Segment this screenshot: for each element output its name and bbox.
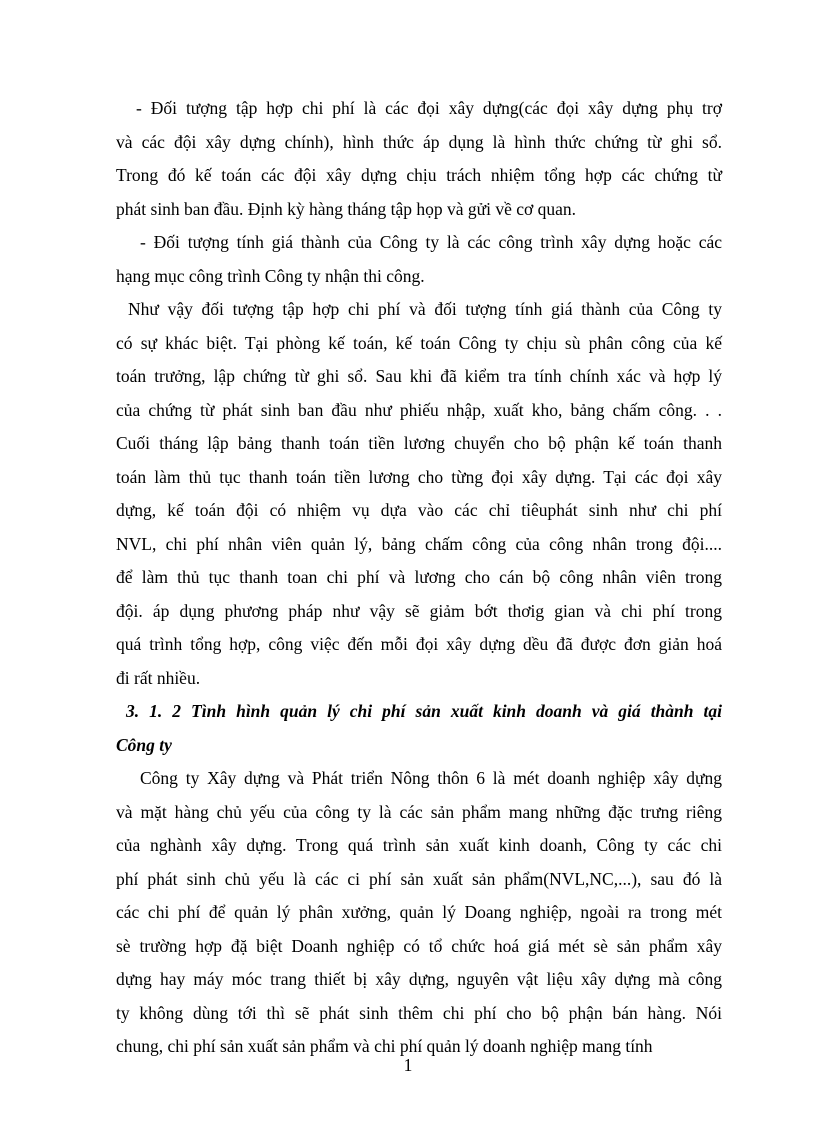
- text-line: của chứng từ phát sinh ban đầu như phiếu nhập, xuất kho, bảng chấm công. . .: [116, 399, 722, 420]
- text-line: phát sinh ban đầu. Định kỳ hàng tháng tập họp và gửi về cơ quan.: [116, 198, 577, 219]
- text-line: quá trình tổng hợp, công việc đến mỗi đọi xây dựng dều đã được đơn giản hoá: [116, 634, 722, 654]
- paragraph-costing-object: [116, 226, 722, 293]
- text-line: đi rất nhiều.: [116, 667, 201, 688]
- text-line: và mặt hàng chủ yếu của công ty là các sản phẩm mang những đặc trưng riêng: [116, 801, 722, 822]
- paragraph-accounting-process: [116, 293, 722, 695]
- text-line: chung, chi phí sản xuất sản phẩm và chi phí quản lý doanh nghiệp mang tính: [116, 1036, 653, 1056]
- text-line: Cuối tháng lập bảng thanh toán tiền lương chuyển cho bộ phận kế toán thanh: [116, 433, 722, 453]
- text-line: toán trưởng, lập chứng từ ghi sổ. Sau khi đã kiểm tra tính chính xác và hợp lý: [116, 366, 722, 386]
- text-line: Công ty Xây dựng và Phát triển Nông thôn 6 là mét doanh nghiệp xây dựng: [140, 768, 722, 788]
- text-line: Như vậy đối tượng tập hợp chi phí và đối tượng tính giá thành của Công ty: [128, 299, 722, 319]
- text-line: toán làm thủ tục thanh toán tiền lương cho từng đọi xây dựng. Tại các đọi xây: [116, 466, 722, 487]
- text-line: dựng, kế toán đội có nhiệm vụ dựa vào các chỉ tiêuphát sinh như chi phí: [116, 500, 722, 520]
- text-line: hạng mục công trình Công ty nhận thi công.: [116, 265, 425, 286]
- text-line: các chi phí để quản lý phân xưởng, quản lý Doang nghiệp, ngoài ra trong mét: [116, 902, 722, 922]
- paragraph-company-overview: [116, 762, 722, 1064]
- text-line: phí phát sinh chủ yếu là các ci phí sản xuất sản phẩm(NVL,NC,...), sau đó là: [116, 868, 722, 889]
- text-line: có sự khác biệt. Tại phòng kế toán, kế toán Công ty chịu sù phân công của kế: [116, 332, 722, 353]
- text-line: Trong đó kế toán các đội xây dựng chịu trách nhiệm tổng hợp các chứng từ: [116, 165, 722, 185]
- text-line: sè trường hợp đặ biệt Doanh nghiệp có tổ chức hoá giá mét sè sản phẩm xây: [116, 935, 722, 956]
- text-line: và các đội xây dựng chính), hình thức áp dụng là hình thức chứng từ ghi sổ.: [116, 131, 722, 152]
- paragraph-cost-object: [116, 92, 722, 226]
- text-line: ty không dùng tới thì sẽ phát sinh thêm chi phí cho bộ phận bán hàng. Nói: [116, 1002, 722, 1023]
- page-number: 1: [403, 1055, 413, 1075]
- text-line: - Đối tượng tính giá thành của Công ty là các công trình xây dựng hoặc các: [140, 232, 722, 252]
- text-line: đội. áp dụng phương pháp như vậy sẽ giảm bớt thơig gian và chi phí trong: [116, 600, 722, 621]
- document-body: [116, 92, 722, 1064]
- section-heading: [116, 695, 722, 762]
- text-line: dựng hay máy móc trang thiết bị xây dựng, nguyên vật liệu xây dựng mà công: [116, 969, 722, 989]
- heading-line: 3. 1. 2 Tình hình quản lý chi phí sản xuất kinh doanh và giá thành tại: [126, 701, 722, 721]
- text-line: - Đối tượng tập hợp chi phí là các đọi xây dựng(các đọi xây dựng phụ trợ: [136, 98, 722, 118]
- heading-line: Công ty: [116, 734, 172, 755]
- text-line: của nghành xây dựng. Trong quá trình sản xuất kinh doanh, Công ty các chi: [116, 835, 722, 855]
- text-line: NVL, chi phí nhân viên quản lý, bảng chấm công của công nhân trong đội....: [116, 533, 722, 554]
- text-line: để làm thủ tục thanh toan chi phí và lương cho cán bộ công nhân viên trong: [116, 567, 722, 587]
